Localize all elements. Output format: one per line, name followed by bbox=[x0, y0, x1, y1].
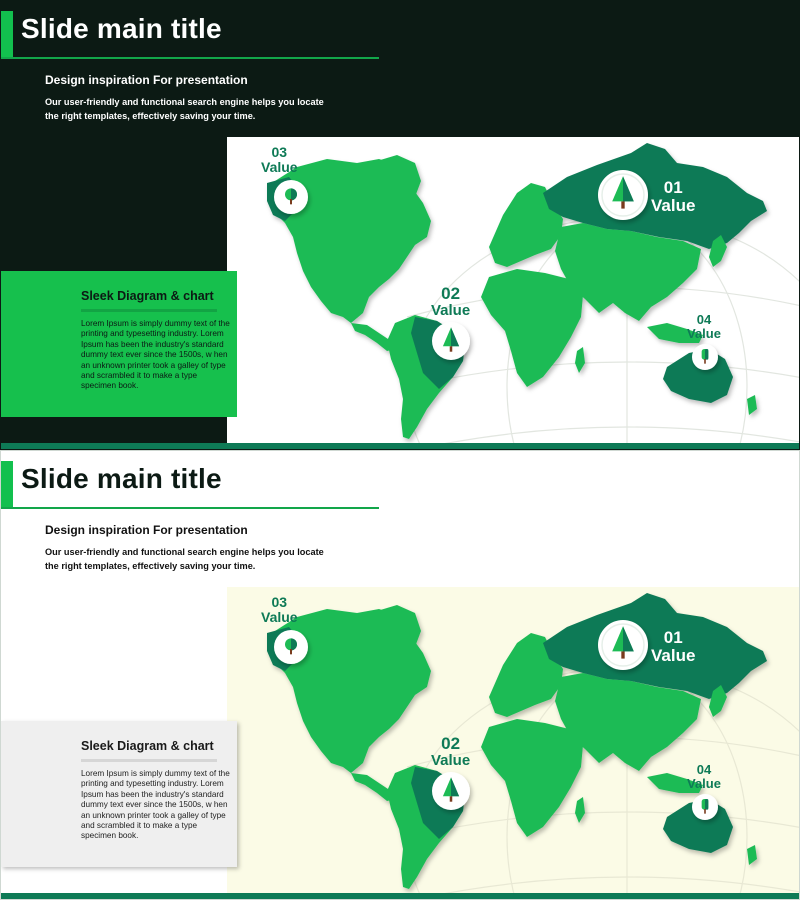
marker-01-label: 01 Value bbox=[651, 628, 696, 665]
slide-title: Slide main title bbox=[21, 463, 222, 494]
marker-01-label: 01 Value bbox=[651, 178, 696, 215]
info-box-text: Lorem Ipsum is simply dummy text of the printing and typesetting industry. Lorem Ipsum has been the industry's standard dummy text ever since the 1500s, w hen an unknown printer took a galley of type and scrambled it to make a type specimen book. bbox=[81, 769, 230, 841]
slide-description: Our user-friendly and functional search engine helps you locate the right templates, effectively saving your time. bbox=[45, 97, 324, 121]
info-box bbox=[1, 721, 237, 867]
marker-02-label: 02 Value bbox=[431, 284, 471, 319]
marker-04-label: 04 Value bbox=[687, 312, 721, 341]
marker-03-label: 03 Value bbox=[261, 144, 298, 175]
title-accent-bar bbox=[1, 11, 13, 57]
bottom-bar bbox=[1, 443, 800, 450]
slide-2 bbox=[0, 450, 800, 900]
slide-subtitle: Design inspiration For presentation bbox=[45, 73, 248, 87]
slide-description: Our user-friendly and functional search engine helps you locate the right templates, effectively saving your time. bbox=[45, 547, 324, 571]
marker-04-label: 04 Value bbox=[687, 762, 721, 791]
slide-title: Slide main title bbox=[21, 13, 222, 44]
info-box-title: Sleek Diagram & chart bbox=[81, 289, 214, 303]
title-accent-bar bbox=[1, 461, 13, 507]
info-box-divider bbox=[81, 309, 217, 312]
title-underline bbox=[1, 507, 379, 509]
madagascar bbox=[575, 797, 585, 823]
bottom-bar bbox=[1, 893, 800, 900]
world-map bbox=[227, 137, 800, 443]
africa bbox=[481, 269, 583, 387]
madagascar bbox=[575, 347, 585, 373]
new-zealand bbox=[747, 845, 757, 865]
marker-02-label: 02 Value bbox=[431, 734, 471, 769]
marker-03-label: 03 Value bbox=[261, 594, 298, 625]
world-map-panel bbox=[227, 587, 800, 893]
africa bbox=[481, 719, 583, 837]
info-box-title: Sleek Diagram & chart bbox=[81, 739, 214, 753]
new-zealand bbox=[747, 395, 757, 415]
info-box-text: Lorem Ipsum is simply dummy text of the printing and typesetting industry. Lorem Ipsum has been the industry's standard dummy text ever since the 1500s, w hen an unknown printer took a galley of type and scrambled it to make a type specimen book. bbox=[81, 319, 230, 391]
info-box-divider bbox=[81, 759, 217, 762]
info-box bbox=[1, 271, 237, 417]
world-map bbox=[227, 587, 800, 893]
slide-subtitle: Design inspiration For presentation bbox=[45, 523, 248, 537]
world-map-panel bbox=[227, 137, 800, 443]
title-underline bbox=[1, 57, 379, 59]
